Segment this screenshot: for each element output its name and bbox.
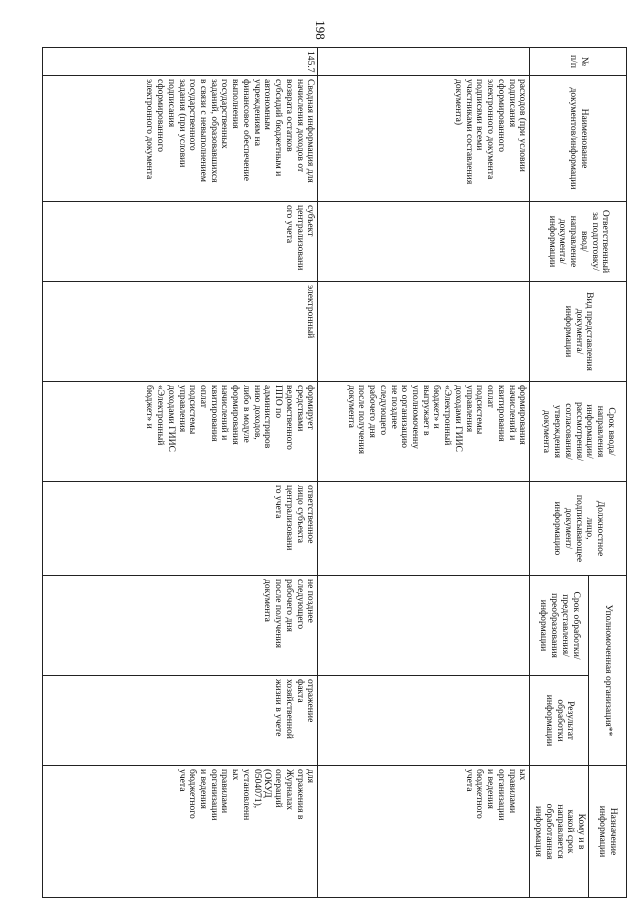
header-num: № п/п [530, 48, 627, 76]
cell-signer [318, 482, 530, 576]
cell-responsible [318, 202, 530, 282]
cell-deadline: формирует средствами ведомственного ППО по администриров нию доходов, либо в модуле формирования начислений и квитирования оплат подсистемы управления доходами ГИИС «Электронный бюджет» и [43, 382, 318, 482]
header-result: Результат обработки информации [530, 676, 589, 766]
cell-result [318, 676, 530, 766]
header-group-purpose: Назначение информации [589, 766, 627, 898]
cell-purpose: для отражения в Журналах операций (ОКУД 0504071), установленн ых правилами организации и ведения бюджетного учета [43, 766, 318, 898]
cell-signer: ответственное лицо субъекта централизовани го учета [43, 482, 318, 576]
document-table [42, 47, 627, 898]
page-number: 198 [313, 20, 328, 40]
cell-result: отражение факта хозяйственной жизни в учете [43, 676, 318, 766]
cell-proc-deadline [318, 576, 530, 676]
cell-type: электронный [43, 282, 318, 382]
header-name: Наименование документов/информации [530, 76, 627, 202]
header-purpose: Кому и в какой срок направляется обработанная информация [530, 766, 589, 898]
cell-purpose: ых правилами организации и ведения бюджетного учета [318, 766, 530, 898]
cell-name: расходов (при условии подписания сформированного электронного документа подписями всеми участниками составления документа) [318, 76, 530, 202]
document-table-container [42, 47, 627, 897]
header-group-upolnom: Уполномоченная организация** [589, 576, 627, 766]
header-responsible: Ответственный за подготовку/ ввод/ направление документа/ информации [530, 202, 627, 282]
cell-deadline: формирования начислений и квитирования оплат подсистемы управления доходами ГИИС «Электронный бюджет» и выгружает в уполномоченну ю организацию не позднее следующего рабочего дня после получения документа [318, 382, 530, 482]
table-row [318, 48, 530, 898]
cell-responsible: субъект централизовани ого учета [43, 202, 318, 282]
cell-proc-deadline: не позднее следующего рабочего дня после получения документа [43, 576, 318, 676]
cell-name: Сводная информация для начисления доходов от возврата остатков субсидий бюджетным и автономным учреждениям на финансовое обеспечение выполнения государственных заданий, образовавшихся в связи с невыполнением государственного задания (при условии подписания сформированного электронного документа [43, 76, 318, 202]
header-deadline: Срок ввода/ направления информации/ рассмотрения/ согласования/ утверждения документа [530, 382, 627, 482]
cell-type [318, 282, 530, 382]
table-row [43, 48, 318, 898]
header-type: Вид представления документа/ информации [530, 282, 627, 382]
header-signer: Должностное лицо, подписывающее документ/ информацию [530, 482, 627, 576]
header-proc-deadline: Срок обработки/ представления/ преобразования информации [530, 576, 589, 676]
header-row-1 [589, 48, 627, 898]
cell-num [318, 48, 530, 76]
cell-num: 145.7 [43, 48, 318, 76]
